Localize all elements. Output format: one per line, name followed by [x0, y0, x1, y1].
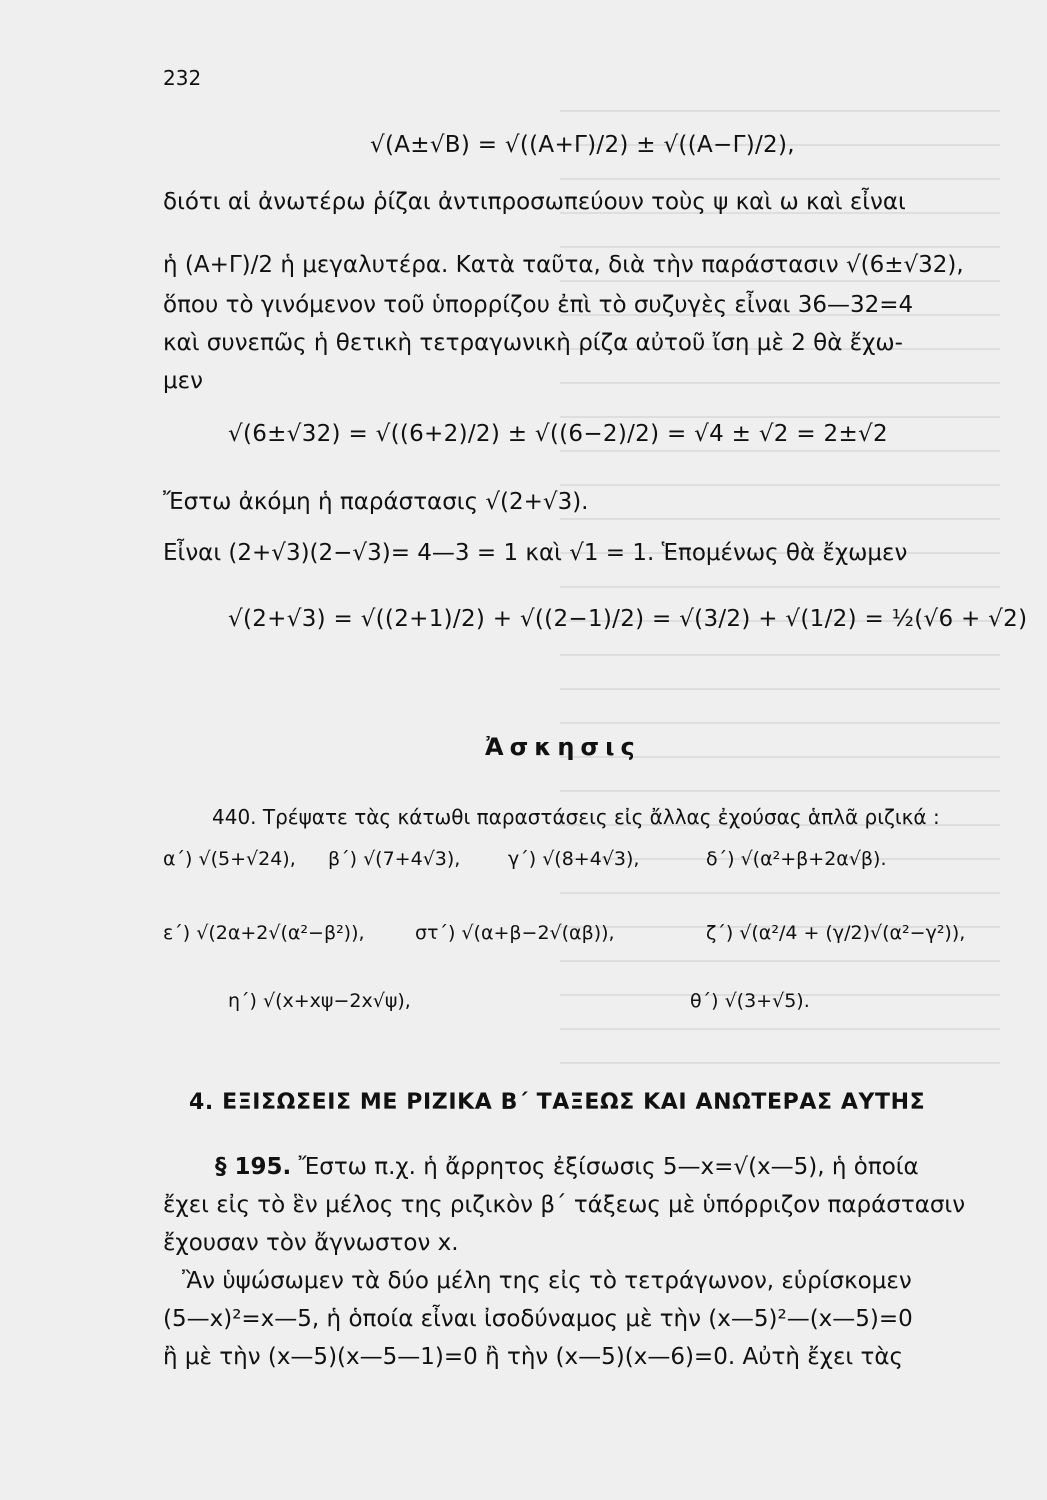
- paragraph-line: διότι αἱ ἀνωτέρω ῥίζαι ἀντιπροσωπεύουν τοὺς ψ καὶ ω καὶ εἶναι: [163, 189, 906, 215]
- exercise-item-d: δ΄) √(α²+β+2α√β).: [706, 848, 887, 870]
- exercise-intro-text: Τρέψατε τὰς κάτωθι παραστάσεις εἰς ἄλλας ἐχούσας ἁπλᾶ ριζικά :: [262, 805, 940, 829]
- exercise-item-th: θ΄) √(3+√5).: [690, 990, 810, 1012]
- section-label: § 195.: [215, 1154, 292, 1180]
- paragraph-line: ἡ (Α+Γ)/2 ἡ μεγαλυτέρα. Κατὰ ταῦτα, διὰ τὴν παράστασιν √(6±√32),: [163, 252, 964, 278]
- paragraph-line: Εἶναι (2+√3)(2−√3)= 4—3 = 1 καὶ √1 = 1. Ἑπομένως θὰ ἔχωμεν: [163, 540, 908, 566]
- paragraph-line: ἢ μὲ τὴν (x—5)(x—5—1)=0 ἢ τὴν (x—5)(x—6)=0. Αὐτὴ ἔχει τὰς: [163, 1344, 903, 1370]
- exercise-item-a: α΄) √(5+√24),: [163, 848, 296, 870]
- formula-example-6: √(6±√32) = √((6+2)/2) ± √((6−2)/2) = √4 ± √2 = 2±√2: [228, 421, 888, 447]
- formula-example-2: √(2+√3) = √((2+1)/2) + √((2−1)/2) = √(3/2) + √(1/2) = ½(√6 + √2): [228, 606, 1028, 632]
- paragraph-line: ἔχουσαν τὸν ἄγνωστον x.: [163, 1230, 459, 1256]
- paragraph-line: (5—x)²=x—5, ἡ ὁποία εἶναι ἰσοδύναμος μὲ τὴν (x—5)²—(x—5)=0: [163, 1306, 913, 1332]
- section-first-line: Ἔστω π.χ. ἡ ἄρρητος ἐξίσωσις 5—x=√(x—5), ἡ ὁποία: [298, 1154, 919, 1180]
- exercise-item-e: ε΄) √(2α+2√(α²−β²)),: [163, 922, 365, 944]
- exercise-item-z: ζ΄) √(α²/4 + (γ/2)√(α²−γ²)),: [706, 922, 966, 944]
- exercise-item-c: γ΄) √(8+4√3),: [508, 848, 640, 870]
- paragraph-line: ἔχει εἰς τὸ ἓν μέλος της ριζικὸν β΄ τάξεως μὲ ὑπόρριζον παράστασιν: [163, 1192, 966, 1218]
- paragraph-line: ὅπου τὸ γινόμενον τοῦ ὑπορρίζου ἐπὶ τὸ συζυγὲς εἶναι 36—32=4: [163, 292, 914, 318]
- exercise-item-st: στ΄) √(α+β−2√(αβ)),: [415, 922, 615, 944]
- formula-denesting-general: √(Α±√Β) = √((Α+Γ)/2) ± √((Α−Γ)/2),: [370, 132, 795, 158]
- paragraph-line: Ἔστω ἀκόμη ἡ παράστασις √(2+√3).: [163, 489, 589, 515]
- exercise-number: 440.: [212, 805, 257, 829]
- paragraph-line: μεν: [163, 368, 203, 394]
- exercises-heading: Ἀσκησις: [485, 733, 641, 761]
- page-number: 232: [163, 66, 202, 90]
- paragraph-line: [215, 1152, 919, 1182]
- chapter-heading: 4. ΕΞΙΣΩΣΕΙΣ ΜΕ ΡΙΖΙΚΑ Β΄ ΤΑΞΕΩΣ ΚΑΙ ΑΝΩΤΕΡΑΣ ΑΥΤΗΣ: [189, 1090, 926, 1115]
- exercise-intro: [212, 805, 940, 829]
- exercise-item-h: η΄) √(x+xψ−2x√ψ),: [228, 990, 411, 1012]
- exercise-item-b: β΄) √(7+4√3),: [328, 848, 461, 870]
- paragraph-line: Ἂν ὑψώσωμεν τὰ δύο μέλη της εἰς τὸ τετράγωνον, εὑρίσκομεν: [182, 1268, 912, 1294]
- paragraph-line: καὶ συνεπῶς ἡ θετικὴ τετραγωνικὴ ρίζα αὐτοῦ ἴση μὲ 2 θὰ ἔχω-: [163, 330, 903, 356]
